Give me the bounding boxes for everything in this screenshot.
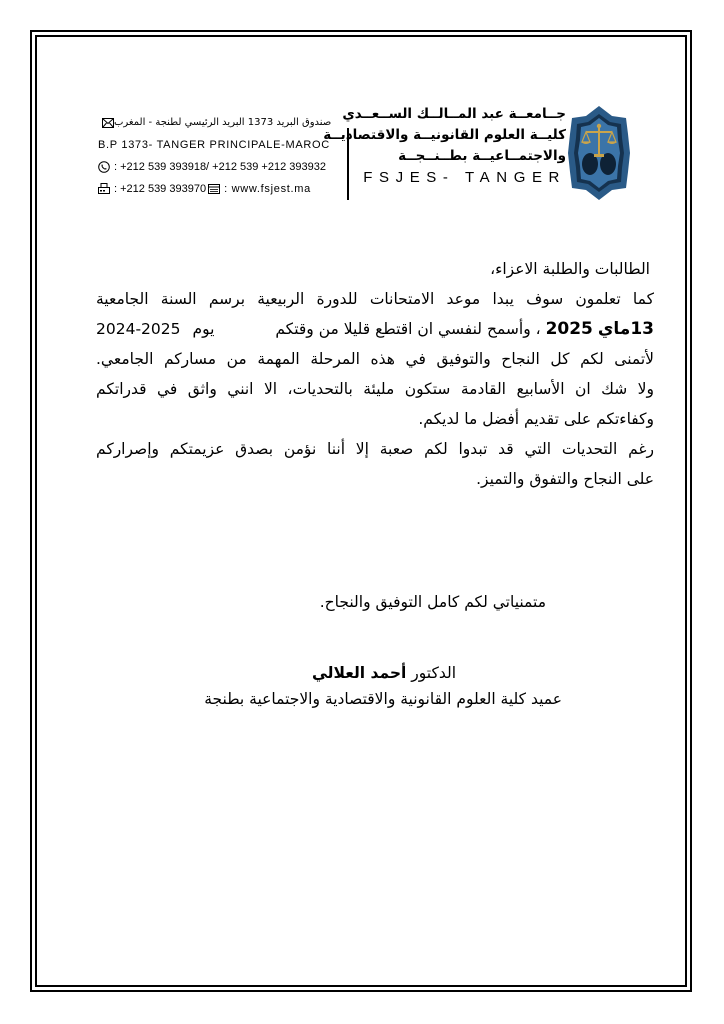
fsjes-balance-emblem-icon — [568, 104, 630, 202]
paragraph3-line2: على النجاح والتفوق والتميز. — [476, 470, 654, 488]
paragraph1-line1: كما تعلمون سوف يبدا موعد الامتحانات للدورة الربيعية برسم السنة الجامعية — [96, 290, 654, 308]
letter-body — [96, 254, 654, 494]
postal-fr-row — [98, 134, 338, 156]
paragraph3-line1: رغم التحديات التي قد تبدوا لكم صعبة إلا أننا نؤمن بصدق عزيمتكم وإصراركم — [96, 440, 654, 458]
paragraph1-line3: لأتمنى لكم كل النجاح والتوفيق في هذه المرحلة المهمة من مساركم الجامعي. — [96, 350, 654, 368]
phone-row — [98, 156, 338, 178]
closing-wish: متمنياتي لكم كامل التوفيق والنجاح. — [319, 593, 546, 611]
fax-web-row — [98, 178, 338, 200]
exam-date-num: 13 — [630, 319, 654, 339]
fax-text: : +212 539 393970 — [114, 183, 207, 195]
postal-ar-text: صندوق البريد 1373 البريد الرئيسي لطنجة - المغرب — [114, 117, 332, 128]
contact-block — [98, 112, 338, 200]
university-name-block — [323, 104, 566, 186]
web-text: : www.fsjest.ma — [224, 183, 311, 195]
envelope-icon — [102, 117, 114, 129]
academic-year-phrase — [96, 314, 214, 344]
signer-name: أحمد العلالي — [311, 664, 407, 682]
signer-prefix: الدكتور — [411, 664, 456, 682]
paragraph1-line2 — [96, 314, 654, 344]
university-name-line2: كليــة العلوم القانونيــة والاقتصاديــة — [323, 127, 566, 143]
exam-date-phrase — [275, 314, 654, 344]
phone-icon — [98, 161, 110, 173]
phone-text: : +212 539 393918/ +212 539 +212 393932 — [114, 161, 326, 173]
faculty-latin-name: FSJES- TANGER — [363, 169, 566, 186]
paragraph2-line2: وكفاءتكم على تقديم أفضل ما لديكم. — [418, 410, 654, 428]
postal-fr-text: B.P 1373- TANGER PRINCIPALE-MAROC — [98, 139, 330, 151]
university-name-line3: والاجتمــاعيــة بطــنــجــة — [398, 148, 566, 164]
greeting: الطالبات والطلبة الاعزاء، — [490, 260, 650, 278]
fax-icon — [98, 183, 110, 195]
academic-year: 2024-2025 — [96, 320, 181, 338]
web-icon — [208, 183, 220, 195]
signer-line — [96, 660, 456, 686]
exam-date-month: ماي — [597, 319, 631, 339]
paragraph2-line1: ولا شك ان الأسابيع القادمة ستكون مليئة بالتحديات، الا انني واثق في قدراتكم — [96, 380, 654, 398]
exam-day-label: يوم — [192, 320, 215, 338]
postal-ar-row — [98, 112, 338, 134]
exam-date-year: 2025 — [545, 319, 593, 339]
paragraph1-line2-rest: ، وأسمح لنفسي ان اقتطع قليلا من وقتكم — [275, 320, 541, 338]
signer-title: عميد كلية العلوم القانونية والاقتصادية والاجتماعية بطنجة — [204, 690, 562, 708]
university-name-line1: جــامعــة عبد المــالــك الســعــدي — [342, 106, 566, 122]
